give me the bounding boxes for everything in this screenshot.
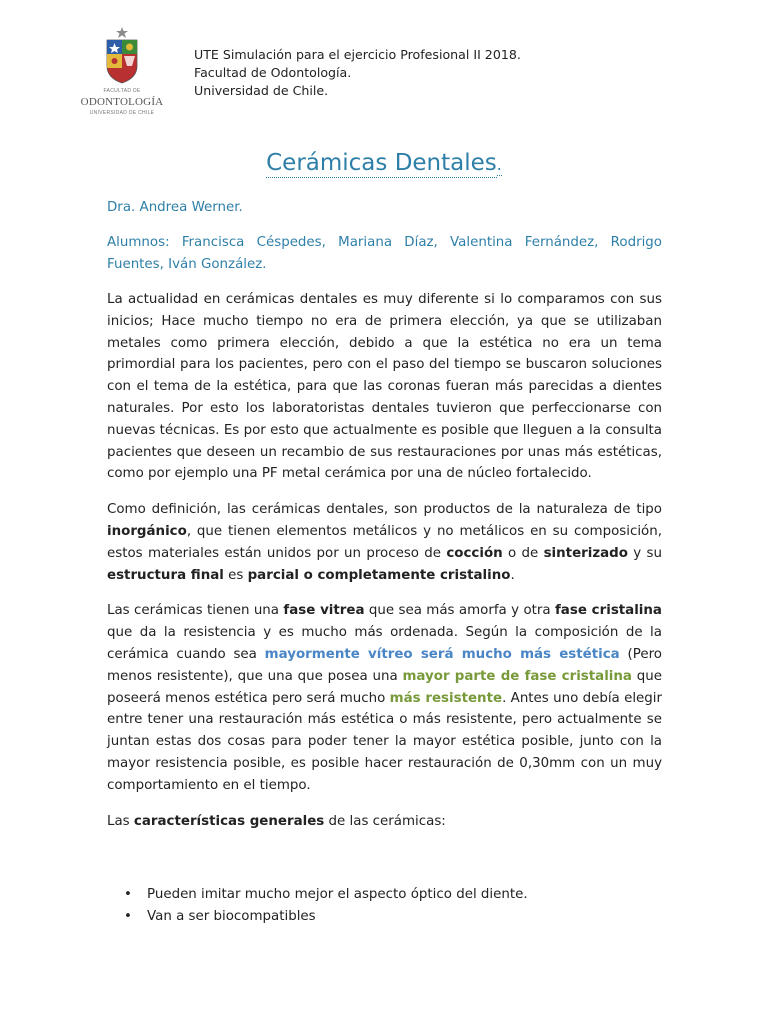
- text-run: Las cerámicas tienen una: [107, 603, 284, 619]
- bold-run: cocción: [446, 545, 503, 561]
- text-run: y su: [627, 545, 662, 561]
- highlight-green-run: más resistente: [389, 690, 503, 706]
- list-item: [107, 906, 662, 928]
- paragraph-intro: La actualidad en cerámicas dentales es muy diferente si lo comparamos con sus inicios; Hace mucho tiempo no era de primera elección, ya que se utilizaban metales como primera elección, debido a que la estética no era un tema primordial para los pacientes, pero con el paso del tiempo se buscaron soluciones con el tema de la estética, para que las coronas fueran más parecidas a dientes naturales. Por esto los laboratoristas dentales tuvieron que perfeccionarse con nuevas técnicas. Es por esto que actualmente es posible que lleguen a la consulta pacientes que deseen un recambio de sus restauraciones por unas más estéticas, como por ejemplo una PF metal cerámica por una de núcleo fortalecido.: [107, 292, 662, 482]
- bold-run: estructura final: [107, 567, 224, 583]
- text-run: de las cerámicas:: [324, 813, 446, 829]
- header-faculty: Facultad de Odontología.: [194, 65, 352, 80]
- list-item-text: Van a ser biocompatibles: [147, 909, 316, 924]
- bold-run: sinterizado: [543, 545, 628, 561]
- header-course: UTE Simulación para el ejercicio Profesional II 2018.: [194, 47, 521, 62]
- highlight-green-run: mayor parte de fase cristalina: [402, 668, 632, 684]
- student-list: Alumnos: Francisca Céspedes, Mariana Díaz, Valentina Fernández, Rodrigo Fuentes, Iván González.: [107, 235, 662, 272]
- logo-university-label: UNIVERSIDAD DE CHILE: [89, 110, 155, 116]
- logo-name: ODONTOLOGÍA: [80, 96, 164, 108]
- document-body: [107, 289, 662, 846]
- list-item-text: Pueden imitar mucho mejor el aspecto óptico del diente.: [147, 887, 528, 902]
- text-run: que sea más amorfa y otra: [364, 603, 555, 619]
- highlight-blue-run: mayormente vítreo será mucho más estética: [264, 646, 620, 662]
- paragraph-definition: [107, 499, 662, 586]
- text-run: Como definición, las cerámicas dentales, son productos de la naturaleza de tipo: [107, 502, 662, 518]
- title-suffix: .: [496, 155, 502, 174]
- bold-run: fase vitrea: [283, 603, 365, 619]
- text-run: (Pero menos resistente), que una que posea una: [107, 646, 662, 684]
- text-run: que da la resistencia y es mucho más ordenada. Según la composición de la cerámica cuando sea: [107, 625, 662, 662]
- university-crest-icon: [102, 26, 142, 84]
- characteristics-list: [107, 884, 662, 928]
- text-run: Las: [107, 813, 134, 829]
- paragraph-characteristics-intro: [107, 811, 662, 833]
- text-run: .: [510, 567, 515, 583]
- text-run: o de: [502, 545, 544, 561]
- paragraph-phases: [107, 600, 662, 796]
- page-title: [0, 150, 768, 176]
- header-university: Universidad de Chile.: [194, 83, 329, 98]
- document-header: [194, 46, 521, 100]
- faculty-logo: [80, 26, 164, 118]
- bold-run: características generales: [133, 813, 325, 829]
- logo-faculty-label: FACULTAD DE: [103, 88, 141, 94]
- title-text: Cerámicas Dentales: [266, 150, 497, 176]
- bold-run: inorgánico: [107, 523, 187, 539]
- bold-run: parcial o completamente cristalino: [247, 567, 511, 583]
- text-run: es: [223, 567, 248, 583]
- text-run: que poseerá menos estética pero será mucho: [107, 668, 662, 706]
- bold-run: fase cristalina: [554, 603, 662, 619]
- bullet-icon: •: [124, 887, 132, 902]
- bullet-icon: •: [124, 909, 132, 924]
- list-item: [107, 884, 662, 906]
- text-run: , que tienen elementos metálicos y no metálicos en su composición, estos materiales están unidos por un proceso de: [107, 523, 662, 561]
- doctor-name: Dra. Andrea Werner.: [107, 200, 243, 215]
- text-run: . Antes uno debía elegir entre tener una restauración más estética o más resistente, pero actualmente se juntan estas dos cosas para poder tener la mayor estética posible, junto con la mayor resistencia posible, es posible hacer restauración de 0,30mm con un muy comportamiento en el tiempo.: [107, 690, 663, 793]
